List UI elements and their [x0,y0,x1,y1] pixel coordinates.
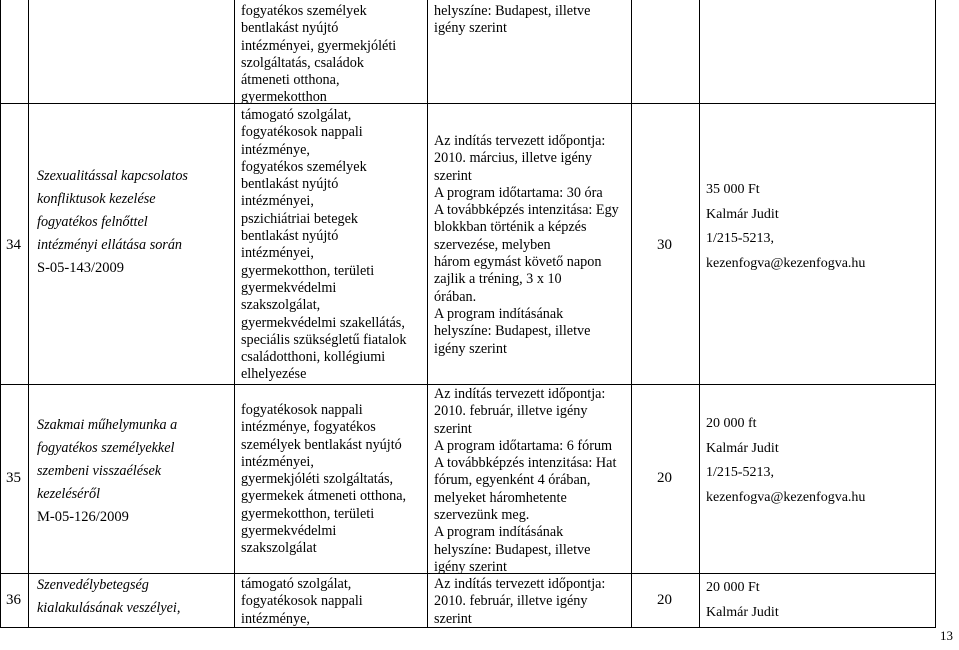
text-line: intézményei, gyermekjóléti [241,37,397,54]
text-line: szerint [434,420,472,437]
text-line: intézményei, [241,245,314,262]
text-line: gyermekotthon, területi [241,262,375,279]
text-line: gyermekek átmeneti otthona, [241,488,407,505]
text-line: melyeket háromhetente [434,489,567,506]
text-line: fogyatékosok nappali [241,124,363,141]
text-line: elhelyezése [241,366,307,383]
text-line: speciális szükségletű fiatalok [241,331,407,348]
text-line: bentlakást nyújtó [241,176,339,193]
email: kezenfogva@kezenfogva.hu [706,489,866,505]
text-line: bentlakást nyújtó [241,228,339,245]
text-line: helyszíne: Budapest, illetve [434,323,591,340]
column-divider [631,0,632,628]
contact-name: Kalmár Judit [706,604,779,620]
text-line: szolgáltatás, családok [241,54,364,71]
text-line: zajlik a tréning, 3 x 10 [434,271,562,288]
text-line: 2010. március, illetve igény [434,150,592,167]
text-line: támogató szolgálat, [241,576,352,592]
text-line: gyermekvédelmi szakellátás, [241,314,405,331]
text-line: igény szerint [434,340,507,357]
course-info [434,576,630,628]
text-line: fórum, egyenként 4 órában, [434,472,591,489]
contact-name: Kalmár Judit [706,440,779,456]
course-code: S-05-143/2009 [37,260,124,276]
text-line: A továbbképzés intenzitása: Egy [434,202,619,219]
text-line: családotthoni, kollégiumi [241,349,386,366]
row-number: 34 [6,237,21,253]
contact-info [706,178,934,276]
text-line: szakszolgálat, [241,297,321,314]
text-line: szervezünk meg. [434,507,530,524]
text-line: intézményi ellátása során [37,237,183,253]
text-line: három egymást követő napon [434,254,602,271]
text-line: szerint [434,167,472,184]
column-divider [699,0,700,628]
contact-info [706,576,934,625]
text-line: gyermekjóléti szolgáltatás, [241,471,394,488]
course-code: M-05-126/2009 [37,509,129,525]
text-line: intézményei, [241,453,314,470]
phone: 1/215-5213, [706,231,775,246]
course-title [37,414,233,529]
text-line: fogyatékos személyek [241,158,367,175]
course-title [37,574,233,620]
column-divider [234,0,235,628]
text-line: szembeni visszaélések [37,463,162,479]
text-line: gyermekotthon [241,89,327,106]
text-line: bentlakást nyújtó [241,20,339,37]
target-group [241,402,427,558]
text-line: gyermekotthon, területi [241,505,375,522]
text-line: intézménye, [241,610,310,627]
column-divider [427,0,428,628]
text-line: fogyatékos személyekkel [37,440,175,456]
text-line: fogyatékos felnőttel [37,214,148,230]
text-line: szerint [434,610,472,627]
text-line: szakszolgálat [241,540,317,557]
row-number: 35 [6,470,21,486]
text-line: órában. [434,288,477,305]
text-line: helyszíne: Budapest, illetve [434,3,591,19]
text-line: A program indításának [434,524,564,541]
page-number: 13 [940,628,953,643]
credit-points: 20 [657,592,672,608]
phone: 1/215-5213, [706,465,775,480]
email: kezenfogva@kezenfogva.hu [706,255,866,271]
text-line: szervezése, melyben [434,236,551,253]
text-line: A továbbképzés intenzitása: Hat [434,455,617,472]
target-group-carryover [241,3,427,107]
contact-name: Kalmár Judit [706,206,779,222]
text-line: A program időtartama: 6 fórum [434,437,613,454]
text-line: pszichiátriai betegek [241,210,358,227]
text-line: intézménye, [241,141,310,158]
credit-points: 20 [657,470,672,486]
text-line: fogyatékos személyek [241,3,367,19]
text-line: intézménye, fogyatékos [241,419,376,436]
row-number: 36 [6,592,21,608]
text-line: kialakulásának veszélyei, [37,600,181,616]
text-line: igény szerint [434,558,507,575]
course-title [37,165,233,280]
text-line: konfliktusok kezelése [37,191,156,207]
text-line: 2010. február, illetve igény [434,403,588,420]
target-group [241,576,427,628]
info-carryover [434,3,630,38]
contact-info [706,412,934,510]
column-divider [28,0,29,628]
course-info [434,133,630,358]
row-divider [0,384,936,385]
text-line: Szenvedélybetegség [37,577,149,593]
course-info [434,386,630,576]
text-line: kezeléséről [37,486,101,502]
text-line: fogyatékosok nappali [241,402,363,418]
text-line: Az indítás tervezett időpontja: [434,386,606,402]
row-divider [0,103,936,104]
price: 35 000 Ft [706,182,760,197]
text-line: blokkban történik a képzés [434,219,587,236]
text-line: Az indítás tervezett időpontja: [434,576,606,592]
text-line: gyermekvédelmi [241,279,337,296]
text-line: 2010. február, illetve igény [434,593,588,610]
text-line: személyek bentlakást nyújtó [241,436,402,453]
text-line: igény szerint [434,20,507,37]
credit-points: 30 [657,237,672,253]
text-line: átmeneti otthona, [241,72,340,89]
text-line: Szexualitással kapcsolatos [37,168,188,184]
table-border [935,0,936,628]
text-line: A program időtartama: 30 óra [434,184,603,201]
text-line: Szakmai műhelymunka a [37,417,178,433]
text-line: intézményei, [241,193,314,210]
table-border [0,0,1,628]
target-group [241,107,427,384]
text-line: fogyatékosok nappali [241,593,363,610]
price: 20 000 Ft [706,580,760,595]
text-line: Az indítás tervezett időpontja: [434,133,606,149]
text-line: gyermekvédelmi [241,523,337,540]
text-line: helyszíne: Budapest, illetve [434,541,591,558]
price: 20 000 ft [706,416,757,431]
text-line: támogató szolgálat, [241,107,352,123]
text-line: A program indításának [434,305,564,322]
